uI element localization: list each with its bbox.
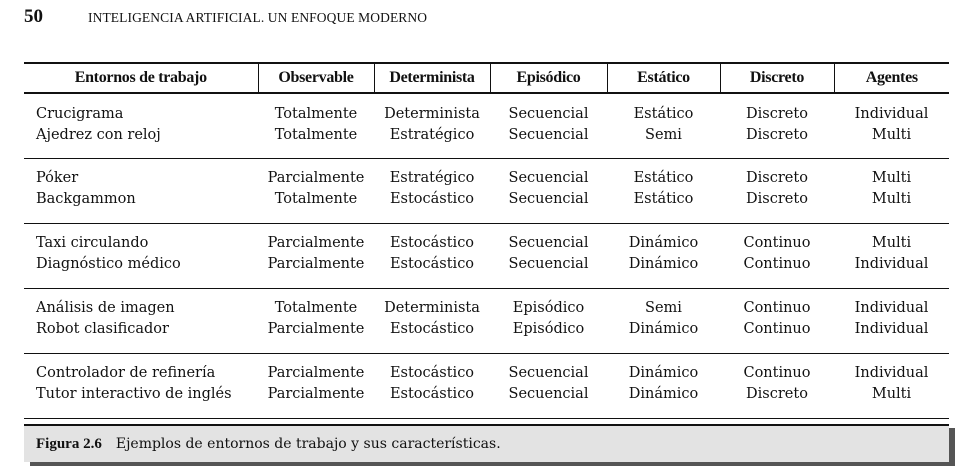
cell-agents bbox=[834, 353, 949, 418]
column-header-observable: Observable bbox=[258, 63, 374, 93]
column-header-agents: Agentes bbox=[834, 63, 949, 93]
cell-agents bbox=[834, 93, 949, 158]
cell-discrete bbox=[720, 223, 834, 288]
cell-value: Robot clasificador bbox=[36, 320, 169, 337]
cell-value: Crucigrama bbox=[36, 106, 124, 122]
cell-value: Totalmente bbox=[274, 127, 358, 143]
cell-value: Dinámico bbox=[628, 255, 699, 272]
cell-value: Episódico bbox=[512, 299, 585, 316]
cell-agents bbox=[834, 158, 949, 223]
cell-deterministic bbox=[374, 93, 490, 158]
cell-value: Ajedrez con reloj bbox=[36, 127, 161, 143]
cell-value: Parcialmente bbox=[267, 169, 365, 186]
cell-value: Estocástico bbox=[389, 190, 475, 207]
cell-value: Estocástico bbox=[389, 385, 475, 402]
cell-episodic bbox=[490, 93, 607, 158]
column-header-discrete: Discreto bbox=[720, 63, 834, 93]
cell-value: Multi bbox=[871, 234, 912, 251]
column-header-static: Estático bbox=[607, 63, 720, 93]
running-title: INTELIGENCIA ARTIFICIAL. UN ENFOQUE MODERNO bbox=[88, 10, 428, 25]
cell-deterministic bbox=[374, 353, 490, 418]
table-row-group bbox=[24, 353, 949, 418]
cell-agents bbox=[834, 288, 949, 353]
cell-value: Dinámico bbox=[628, 364, 699, 381]
table-row-group bbox=[24, 93, 949, 158]
cell-value: Dinámico bbox=[628, 234, 699, 251]
cell-value: Diagnóstico médico bbox=[36, 255, 181, 272]
cell-value: Estocástico bbox=[389, 320, 475, 337]
cell-value: Determinista bbox=[384, 106, 480, 122]
cell-discrete bbox=[720, 158, 834, 223]
cell-episodic bbox=[490, 158, 607, 223]
cell-value: Continuo bbox=[743, 234, 811, 251]
cell-value: Taxi circulando bbox=[36, 234, 149, 251]
cell-episodic bbox=[490, 353, 607, 418]
cell-environment bbox=[24, 223, 258, 288]
cell-value: Secuencial bbox=[508, 169, 589, 186]
cell-deterministic bbox=[374, 158, 490, 223]
cell-static bbox=[607, 93, 720, 158]
cell-value: Estocástico bbox=[389, 364, 475, 381]
cell-value: Continuo bbox=[743, 320, 811, 337]
cell-value: Multi bbox=[871, 127, 912, 143]
cell-value: Discreto bbox=[746, 169, 808, 186]
cell-discrete bbox=[720, 93, 834, 158]
cell-value: Multi bbox=[871, 190, 912, 207]
cell-value: Discreto bbox=[746, 106, 808, 122]
cell-static bbox=[607, 158, 720, 223]
cell-value: Dinámico bbox=[628, 385, 699, 402]
cell-value: Secuencial bbox=[508, 127, 589, 143]
cell-observable bbox=[258, 223, 374, 288]
figure-caption bbox=[24, 424, 949, 462]
cell-environment bbox=[24, 288, 258, 353]
cell-value: Secuencial bbox=[508, 364, 589, 381]
page-header bbox=[24, 6, 427, 28]
cell-value: Multi bbox=[871, 169, 912, 186]
column-header-episodic: Episódico bbox=[490, 63, 607, 93]
cell-value: Análisis de imagen bbox=[36, 299, 175, 316]
cell-value: Determinista bbox=[384, 299, 480, 316]
cell-observable bbox=[258, 353, 374, 418]
table-header-row bbox=[24, 63, 949, 93]
cell-deterministic bbox=[374, 288, 490, 353]
cell-value: Secuencial bbox=[508, 190, 589, 207]
table-row-group bbox=[24, 223, 949, 288]
cell-value: Individual bbox=[854, 320, 929, 337]
cell-value: Estocástico bbox=[389, 234, 475, 251]
cell-discrete bbox=[720, 288, 834, 353]
cell-value: Tutor interactivo de inglés bbox=[36, 385, 232, 402]
page-number: 50 bbox=[24, 6, 43, 27]
cell-environment bbox=[24, 93, 258, 158]
cell-value: Estocástico bbox=[389, 255, 475, 272]
cell-value: Parcialmente bbox=[267, 364, 365, 381]
cell-value: Episódico bbox=[512, 320, 585, 337]
cell-value: Controlador de refinería bbox=[36, 364, 216, 381]
cell-value: Secuencial bbox=[508, 385, 589, 402]
cell-value: Discreto bbox=[746, 190, 808, 207]
cell-value: Individual bbox=[854, 255, 929, 272]
cell-static bbox=[607, 288, 720, 353]
cell-value: Totalmente bbox=[274, 190, 358, 207]
cell-value: Totalmente bbox=[274, 106, 358, 122]
cell-value: Semi bbox=[645, 127, 682, 143]
cell-value: Secuencial bbox=[508, 234, 589, 251]
cell-value: Individual bbox=[854, 106, 929, 122]
cell-environment bbox=[24, 158, 258, 223]
cell-value: Multi bbox=[871, 385, 912, 402]
cell-value: Continuo bbox=[743, 364, 811, 381]
cell-environment bbox=[24, 353, 258, 418]
cell-value: Continuo bbox=[743, 299, 811, 316]
environments-table bbox=[24, 62, 949, 419]
cell-value: Estático bbox=[633, 169, 694, 186]
cell-value: Parcialmente bbox=[267, 234, 365, 251]
cell-value: Parcialmente bbox=[267, 385, 365, 402]
cell-value: Parcialmente bbox=[267, 320, 365, 337]
cell-observable bbox=[258, 158, 374, 223]
caption-shadow-bottom bbox=[30, 462, 955, 466]
cell-episodic bbox=[490, 223, 607, 288]
cell-value: Estático bbox=[633, 106, 694, 122]
cell-value: Continuo bbox=[743, 255, 811, 272]
cell-value: Secuencial bbox=[508, 255, 589, 272]
cell-observable bbox=[258, 288, 374, 353]
figure-caption-text: Ejemplos de entornos de trabajo y sus características. bbox=[115, 436, 501, 452]
cell-static bbox=[607, 223, 720, 288]
caption-shadow bbox=[949, 428, 955, 466]
cell-value: Individual bbox=[854, 299, 929, 316]
cell-deterministic bbox=[374, 223, 490, 288]
cell-value: Estratégico bbox=[389, 169, 475, 186]
cell-static bbox=[607, 353, 720, 418]
cell-value: Dinámico bbox=[628, 320, 699, 337]
cell-observable bbox=[258, 93, 374, 158]
cell-value: Backgammon bbox=[36, 190, 136, 207]
cell-value: Discreto bbox=[746, 385, 808, 402]
cell-value: Estratégico bbox=[389, 127, 475, 143]
table-row-group bbox=[24, 158, 949, 223]
cell-value: Totalmente bbox=[274, 299, 358, 316]
cell-value: Póker bbox=[36, 169, 79, 186]
cell-value: Semi bbox=[645, 299, 682, 316]
figure-label: Figura 2.6 bbox=[36, 435, 102, 452]
cell-discrete bbox=[720, 353, 834, 418]
cell-value: Discreto bbox=[746, 127, 808, 143]
table-row-group bbox=[24, 288, 949, 353]
table-body bbox=[24, 93, 949, 418]
cell-value: Parcialmente bbox=[267, 255, 365, 272]
cell-value: Secuencial bbox=[508, 106, 589, 122]
cell-agents bbox=[834, 223, 949, 288]
column-header-environment: Entornos de trabajo bbox=[24, 63, 258, 93]
cell-value: Individual bbox=[854, 364, 929, 381]
cell-value: Estático bbox=[633, 190, 694, 207]
cell-episodic bbox=[490, 288, 607, 353]
column-header-deterministic: Determinista bbox=[374, 63, 490, 93]
